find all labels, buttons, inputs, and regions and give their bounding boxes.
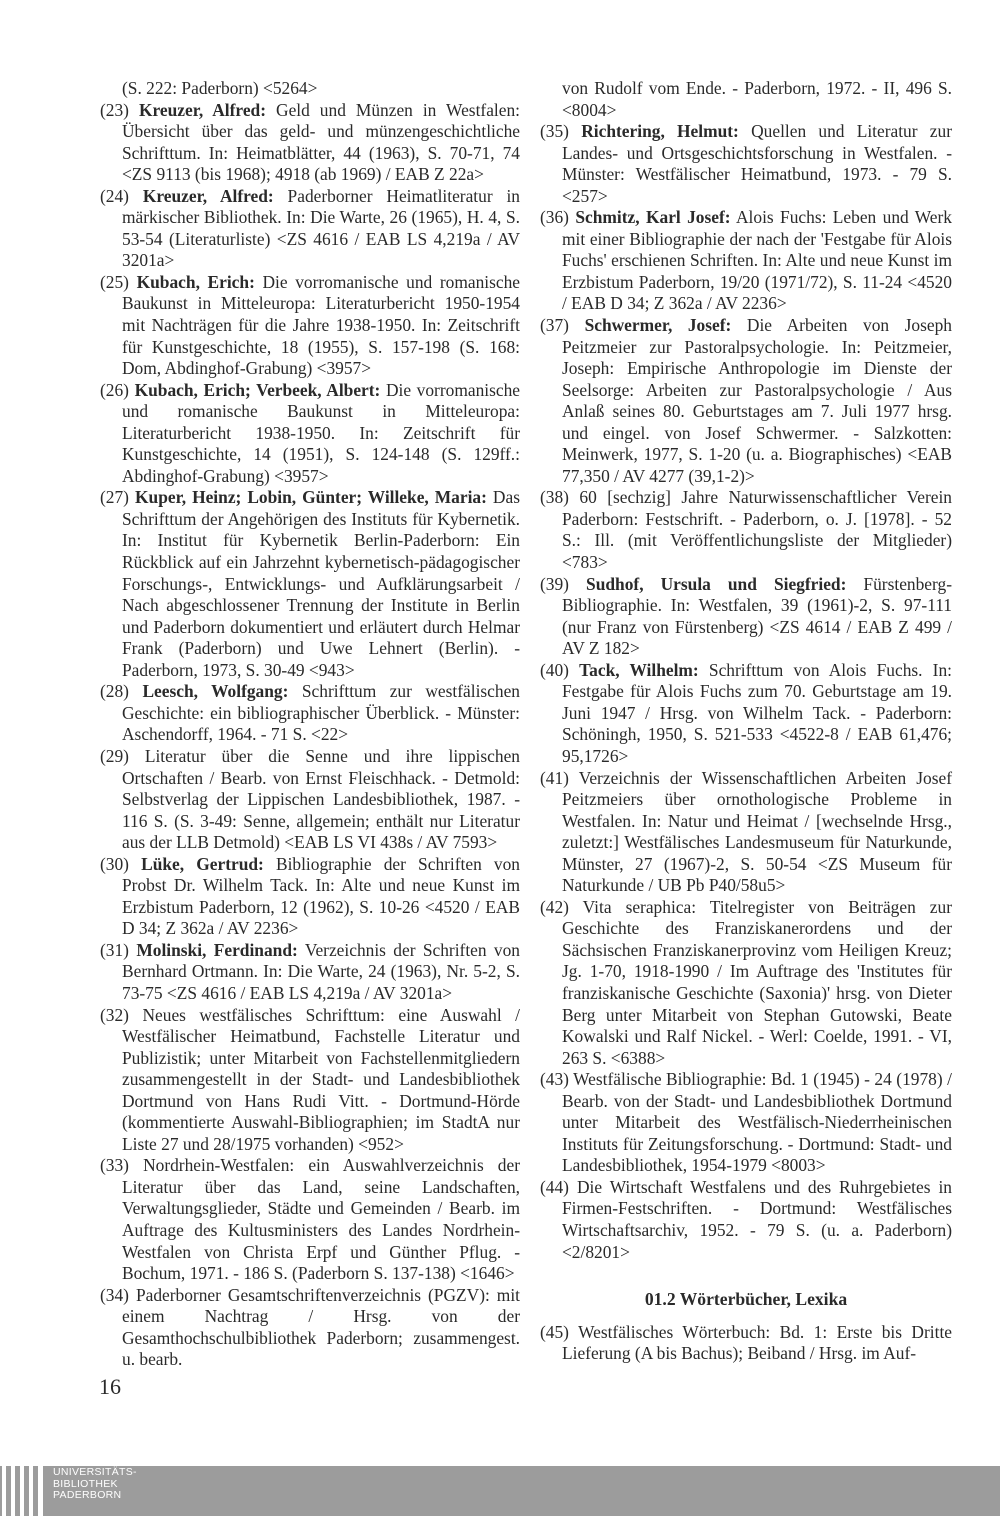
bibliography-entry	[100, 940, 520, 1005]
bibliography-entry	[100, 1155, 520, 1284]
left-column	[100, 78, 520, 1371]
entry-text: Verzeichnis der Wissenschaftlichen Arbeiten Josef Peitzmeiers über ornothologische Probleme in Westfalen. In: Natur und Heimat / [wechselnde Hrsg., zuletzt:] Westfälisches Landesmuseum für Naturkunde, Münster, 27 (1967)-2, S. 50-54 <ZS Museum für Naturkunde / UB Pb P40/58u5>	[562, 767, 952, 896]
entry-text: Nordrhein-Westfalen: ein Auswahlverzeichnis der Literatur über das Land, seine Landschaften, Verwaltungsglieder, Städte und Gemeinden / Bearb. im Auftrage des Kultusministers des Landes Nordrhein-Westfalen von Christa Erpf und Günther Pflug. - Bochum, 1971. - 186 S. (Paderborn S. 137-138) <1646>	[122, 1155, 520, 1284]
continuation-text: von Rudolf vom Ende. - Paderborn, 1972. - II, 496 S. <8004>	[562, 78, 952, 120]
entry-author: Tack, Wilhelm:	[579, 659, 699, 680]
entry-number: (32)	[100, 1004, 129, 1025]
entry-author: Sudhof, Ursula und Siegfried:	[586, 573, 847, 594]
entry-number: (45)	[540, 1321, 569, 1342]
bibliography-entry	[540, 897, 952, 1069]
entry-text: Das Schrifttum der Angehörigen des Instituts für Kybernetik. In: Institut für Kybernetik Berlin-Paderborn: Ein Rückblick auf ein Jahrzehnt kybernetisch-pädagogischer Forschungs-, Entwicklungs- und Aufklärungsarbeit / Nach abgeschlossener Trennung der Institute in Berlin und Paderborn dokumentiert und erläutert durch Helmar Frank (Paderborn) und Uwe Lehnert (Berlin). - Paderborn, 1973, S. 30-49 <943>	[122, 487, 520, 680]
entry-number: (31)	[100, 939, 129, 960]
bibliography-entry	[540, 121, 952, 207]
logo-line: PADERBORN	[53, 1489, 122, 1501]
entry-number: (26)	[100, 379, 129, 400]
entry-number: (42)	[540, 896, 569, 917]
entry-number: (43)	[540, 1069, 569, 1090]
page-number: 16	[99, 1374, 121, 1399]
entry-author: Kreuzer, Alfred:	[138, 99, 267, 120]
bibliography-entry	[540, 207, 952, 315]
logo-line: BIBLIOTHEK	[53, 1477, 118, 1490]
entry-text: Schrifttum von Alois Fuchs. In: Festgabe für Alois Fuchs zum 70. Geburtstage am 19. Juni 1947 / Hrsg. von Wilhelm Tack. - Paderborn: Schöningh, 1950, S. 521-533 <4522-8 / EAB 61,476; 95,1726>	[562, 659, 952, 766]
bibliography-entry	[100, 186, 520, 272]
bibliography-entry	[540, 1177, 952, 1263]
entry-number: (24)	[100, 185, 129, 206]
entry-number: (29)	[100, 745, 129, 766]
entry-author: Molinski, Ferdinand:	[136, 939, 298, 960]
library-logo-text	[53, 1467, 137, 1502]
entry-number: (36)	[540, 207, 569, 228]
right-entries	[540, 121, 952, 1263]
right-column	[540, 78, 952, 1365]
continuation-text: (S. 222: Paderborn) <5264>	[122, 78, 318, 98]
bibliography-entry	[540, 574, 952, 660]
entry-number: (30)	[100, 853, 129, 874]
entry-number: (38)	[540, 487, 569, 508]
bibliography-entry	[100, 854, 520, 940]
entry-text: Neues westfälisches Schrifttum: eine Auswahl / Westfälischer Heimatbund, Fachstelle Literatur und Publizistik; unter Mitarbeit von Fachstellenmitgliedern zusammengestellt in der Stadt- und Landesbibliothek Dortmund von Hans Rudi Vitt. - Dortmund-Hörde (kommentierte Auswahl-Bibliographien; im StadtA nur Liste 27 und 28/1975 vorhanden) <952>	[122, 1004, 520, 1154]
entry-text: Die Wirtschaft Westfalens und des Ruhrgebietes in Firmen-Festschriften. - Dortmund: Westfälisches Wirtschaftsarchiv, 1952. - 79 S. (u. a. Paderborn) <2/8201>	[562, 1176, 952, 1262]
entry-text: Quellen und Literatur zur Landes- und Ortsgeschichtsforschung in Westfalen. - Münster: Westfälischer Heimatbund, 1973. - 79 S. <257>	[562, 121, 952, 206]
entry-number: (40)	[540, 659, 569, 680]
entry-author: Leesch, Wolfgang:	[142, 681, 289, 702]
bibliography-entry	[540, 768, 952, 897]
bibliography-entry	[100, 681, 520, 746]
entry-text: Bibliographie der Schriften von Probst Dr. Wilhelm Tack. In: Alte und neue Kunst im Erzbistum Paderborn, 12 (1962), S. 10-26 <4520 / EAB D 34; Z 362a / AV 2236>	[122, 853, 521, 939]
entry-text: Paderborner Heimatliteratur in märkischer Bibliothek. In: Die Warte, 26 (1965), H. 4, S. 53-54 (Literaturliste) <ZS 4616 / EAB LS 4,219a / AV 3201a>	[122, 185, 520, 271]
bibliography-entry	[100, 487, 520, 681]
entry-number: (37)	[540, 315, 569, 336]
entry-text: Die vorromanische und romanische Baukunst in Mitteleuropa: Literaturbericht 1938-1950. In: Zeitschrift für Kunstgeschichte, 14 (1951), S. 124-148 (S. 129ff.: Abdinghof-Grabung) <3957>	[122, 379, 521, 486]
entry-text: Vita seraphica: Titelregister von Beiträgen zur Geschichte des Franziskanerordens und der Sächsischen Franziskanerprovinz vom Heiligen Kreuz; Jg. 1-70, 1918-1990 / Im Auftrage des 'Institutes für franziskanische Geschichte (Saxonia)' hrsg. von Dieter Berg unter Mitarbeit von Stephan Gutowski, Beate Kowalski und Ralf Nickel. - Werl: Coelde, 1991. - VI, 263 S. <6388>	[562, 896, 952, 1068]
entry-text: Fürstenberg-Bibliographie. In: Westfalen, 39 (1961)-2, S. 97-111 (nur Franz von Fürstenberg) <ZS 4614 / EAB Z 499 / AV Z 182>	[562, 573, 952, 659]
entry-author: Kubach, Erich; Verbeek, Albert:	[134, 379, 381, 400]
left-entries	[100, 100, 520, 1371]
library-footer-banner	[0, 1466, 1000, 1516]
entry-number: (27)	[100, 487, 129, 508]
entry-text: Westfälische Bibliographie: Bd. 1 (1945) - 24 (1978) / Bearb. von der Stadt- und Landesbibliothek Dortmund unter Mitarbeit des Westfälisch-Niederrheinischen Instituts für Zeitungsforschung. - Dortmund: Stadt- und Landesbibliothek, 1954-1979 <8003>	[562, 1069, 952, 1176]
section-heading: 01.2 Wörterbücher, Lexika	[644, 1289, 848, 1310]
entry-text: 60 [sechzig] Jahre Naturwissenschaftlicher Verein Paderborn: Festschrift. - Paderborn, o. J. [1978]. - 52 S.: Ill. (mit Veröffentlichungsliste der Mitglieder) <783>	[562, 487, 952, 573]
bibliography-entry	[100, 746, 520, 854]
entry-author: Lüke, Gertrud:	[141, 853, 264, 874]
entry-text: Paderborner Gesamtschriftenverzeichnis (PGZV): mit einem Nachtrag / Hrsg. von der Gesamthochschulbibliothek Paderborn; zusammengest. u. bearb.	[122, 1284, 520, 1370]
entry-author: Kubach, Erich:	[136, 271, 255, 292]
entry-author: Kreuzer, Alfred:	[142, 185, 274, 206]
entry-text: Westfälisches Wörterbuch: Bd. 1: Erste bis Dritte Lieferung (A bis Bachus); Beiband / Hrsg. im Auf-	[562, 1321, 952, 1364]
entry-number: (33)	[100, 1155, 129, 1176]
entry-number: (25)	[100, 271, 129, 292]
bibliography-entry	[100, 1005, 520, 1156]
entry-author: Schwermer, Josef:	[584, 315, 732, 336]
bibliography-entry	[100, 100, 520, 186]
entry-text: Literatur über die Senne und ihre lippischen Ortschaften / Bearb. von Ernst Fleischhack. - Detmold: Selbstverlag der Lippischen Landesbibliothek, 1987. - 116 S. (S. 3-49: Senne, allgemein; enthält nur Literatur aus der LLB Detmold) <EAB LS VI 438s / AV 7593>	[122, 745, 520, 853]
entry-author: Schmitz, Karl Josef:	[575, 207, 731, 228]
bibliography-entry	[540, 487, 952, 573]
entry-number: (41)	[540, 767, 569, 788]
entry-text: Verzeichnis der Schriften von Bernhard Ortmann. In: Die Warte, 24 (1963), Nr. 5-2, S. 73-75 <ZS 4616 / EAB LS 4,219a / AV 3201a>	[122, 939, 520, 1003]
bibliography-entry	[540, 1322, 952, 1365]
entry-text: Die vorromanische und romanische Baukunst in Mitteleuropa: Literaturbericht 1950-1954 mit Nachträgen für die Jahre 1938-1950. In: Zeitschrift für Kunstgeschichte, 18 (1955), S. 157-198 (S. 168: Dom, Abdinghof-Grabung) <3957>	[122, 271, 520, 379]
entry-number: (35)	[540, 121, 569, 142]
bibliography-entry	[100, 272, 520, 380]
bibliography-entry	[100, 380, 520, 488]
entry-text: Alois Fuchs: Leben und Werk mit einer Bibliographie der nach der 'Festgabe für Alois Fuchs' erschienen Schriften. In: Alte und neue Kunst im Erzbistum Paderborn, 19/20 (1971/72), S. 11-24 <4520 / EAB D 34; Z 362a / AV 2236>	[562, 207, 952, 314]
library-logo-icon	[0, 1466, 48, 1516]
bibliography-entry	[540, 660, 952, 768]
entry-text: Die Arbeiten von Joseph Peitzmeier zur Pastoralpsychologie. In: Peitzmeier, Joseph: Empirische Anthropologie im Dienste der Seelsorge: Arbeiten zur Pastoralpsychologie / Aus Anlaß seines 80. Geburtstages am 7. Juli 1977 hrsg. und eingel. von Josef Schwermer. - Salzkotten: Meinwerk, 1977, S. 1-20 (u. a. Biographisches) <EAB 77,350 / AV 4277 (39,1-2)>	[562, 315, 953, 486]
entry-number: (44)	[540, 1176, 569, 1197]
entry-number: (39)	[540, 573, 569, 594]
bibliography-entry	[100, 1285, 520, 1371]
entry-number: (34)	[100, 1284, 129, 1305]
entry-text: Geld und Münzen in Westfalen: Übersicht über das geld- und münzengeschichtliche Schrifttum. In: Heimatblätter, 44 (1963), S. 70-71, 74 <ZS 9113 (bis 1968); 4918 (ab 1969) / EAB Z 22a>	[122, 99, 520, 185]
bibliography-entry	[540, 1069, 952, 1177]
entry-number: (23)	[100, 99, 129, 120]
entry-author: Richtering, Helmut:	[581, 121, 739, 142]
logo-line: UNIVERSITÄTS-	[53, 1466, 137, 1478]
entry-text: Schrifttum zur westfälischen Geschichte: ein bibliographischer Überblick. - Münster: Aschendorff, 1964. - 71 S. <22>	[122, 681, 521, 745]
bibliography-entry	[540, 315, 952, 487]
entry-number: (28)	[100, 681, 129, 702]
entry-author: Kuper, Heinz; Lobin, Günter; Willeke, Maria:	[135, 487, 487, 508]
